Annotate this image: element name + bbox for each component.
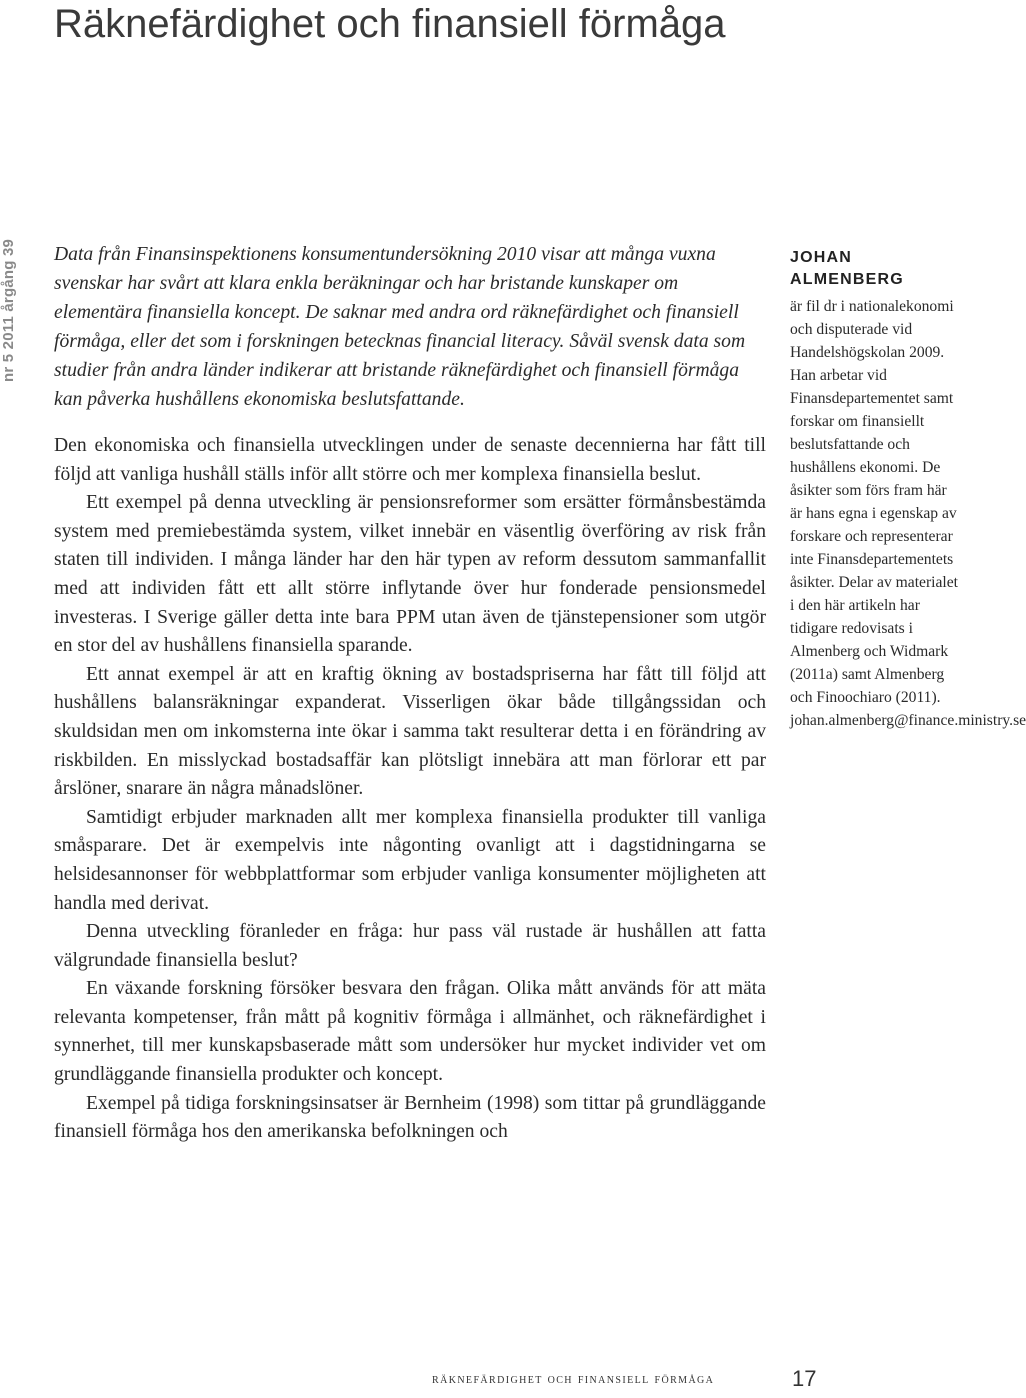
body-paragraph: Exempel på tidiga forskningsinsatser är Bernheim (1998) som tittar på grundläggande finansiell förmåga hos den amerikanska befolkningen och [54,1092,766,1143]
body-paragraph: Samtidigt erbjuder marknaden allt mer komplexa finansiella produkter till vanliga småsparare. Det är exempelvis inte någonting ovanligt att i dagstidningarna se helsidesannonser för webbplattformar som erbjuder vanliga konsumenter möjligheten att handla med derivat. [54,806,766,914]
page-title: Räknefärdighet och finansiell förmåga [54,2,726,46]
running-footer-title: räknefärdighet och finansiell förmåga [432,1372,715,1387]
issue-label: nr 5 2011 årgång 39 [0,238,17,382]
body-paragraph: Denna utveckling föranleder en fråga: hur pass väl rustade är hushållen att fatta välgrundade finansiella beslut? [54,921,766,971]
author-name: JOHAN ALMENBERG [790,249,904,288]
page-number: 17 [792,1366,817,1391]
body-paragraph: En växande forskning försöker besvara den frågan. Olika mått används för att mäta relevanta kompetenser, från mått på kognitiv förmåga i allmänhet, och räknefärdighet i synnerhet, till mer kunskapsbaserade mått som undersöker hur mycket individer vet om grundläggande finansiella produkter och koncept. [54,978,766,1086]
body-paragraph: Den ekonomiska och finansiella utvecklingen under de senaste decennierna har fått till följd att vanliga hushåll ställs inför allt större och mer komplexa finansiella beslut. [54,435,766,485]
body-paragraph: Ett annat exempel är att en kraftig ökning av bostadspriserna har fått till följd att hushållens balansräkningar expanderat. Visserligen ökar både tillgångssidan och skuldsidan men om inkomsterna inte ökar i samma takt resulterar detta i en förändring av riskbilden. En misslyckad bostadsaffär kan plötsligt innebära att man förlorar ett par årslöner, snarare än några månadslöner. [54,663,766,800]
author-bio: är fil dr i nationalekonomi och disputerade vid Handelshögskolan 2009. Han arbetar vid Finansdepartementet samt forskar om finansiellt beslutsfattande och hushållens ekonomi. De åsikter som förs fram här är hans egna i egenskap av forskare och representerar inte Finansdepartementets åsikter. Delar av materialet i den här artikeln har tidigare redovisats i Almenberg och Widmark (2011a) samt Almenberg och Finoochiaro (2011). johan.almenberg@finance.ministry.se [790,298,1026,729]
article-main-column [54,240,766,1147]
article-lead: Data från Finansinspektionens konsumentundersökning 2010 visar att många vuxna svenskar har svårt att klara enkla beräkningar och har bristande kunskaper om elementära finansiella koncept. De saknar med andra ord räknefärdighet och finansiell förmåga, eller det som i forskningen betecknas financial literacy. Såväl svensk data som studier från andra länder indikerar att bristande räknefärdighet och finansiell förmåga kan påverka hushållens ekonomiska beslutsfattande. [54,244,746,410]
article-body [54,432,766,1147]
body-paragraph: Ett exempel på denna utveckling är pensionsreformer som ersätter förmånsbestämda system med premiebestämda system, vilket innebär en väsentlig överföring av risk från staten till individen. I många länder har den här typen av reform dessutom sammanfallit med att individen fått ett allt större inflytande över hur fonderade pensionsmedel investeras. I Sverige gäller detta inte bara PPM utan även de tjänstepensioner som utgör en stor del av hushållens finansiella sparande. [54,492,766,657]
author-sidebar [790,247,1026,732]
